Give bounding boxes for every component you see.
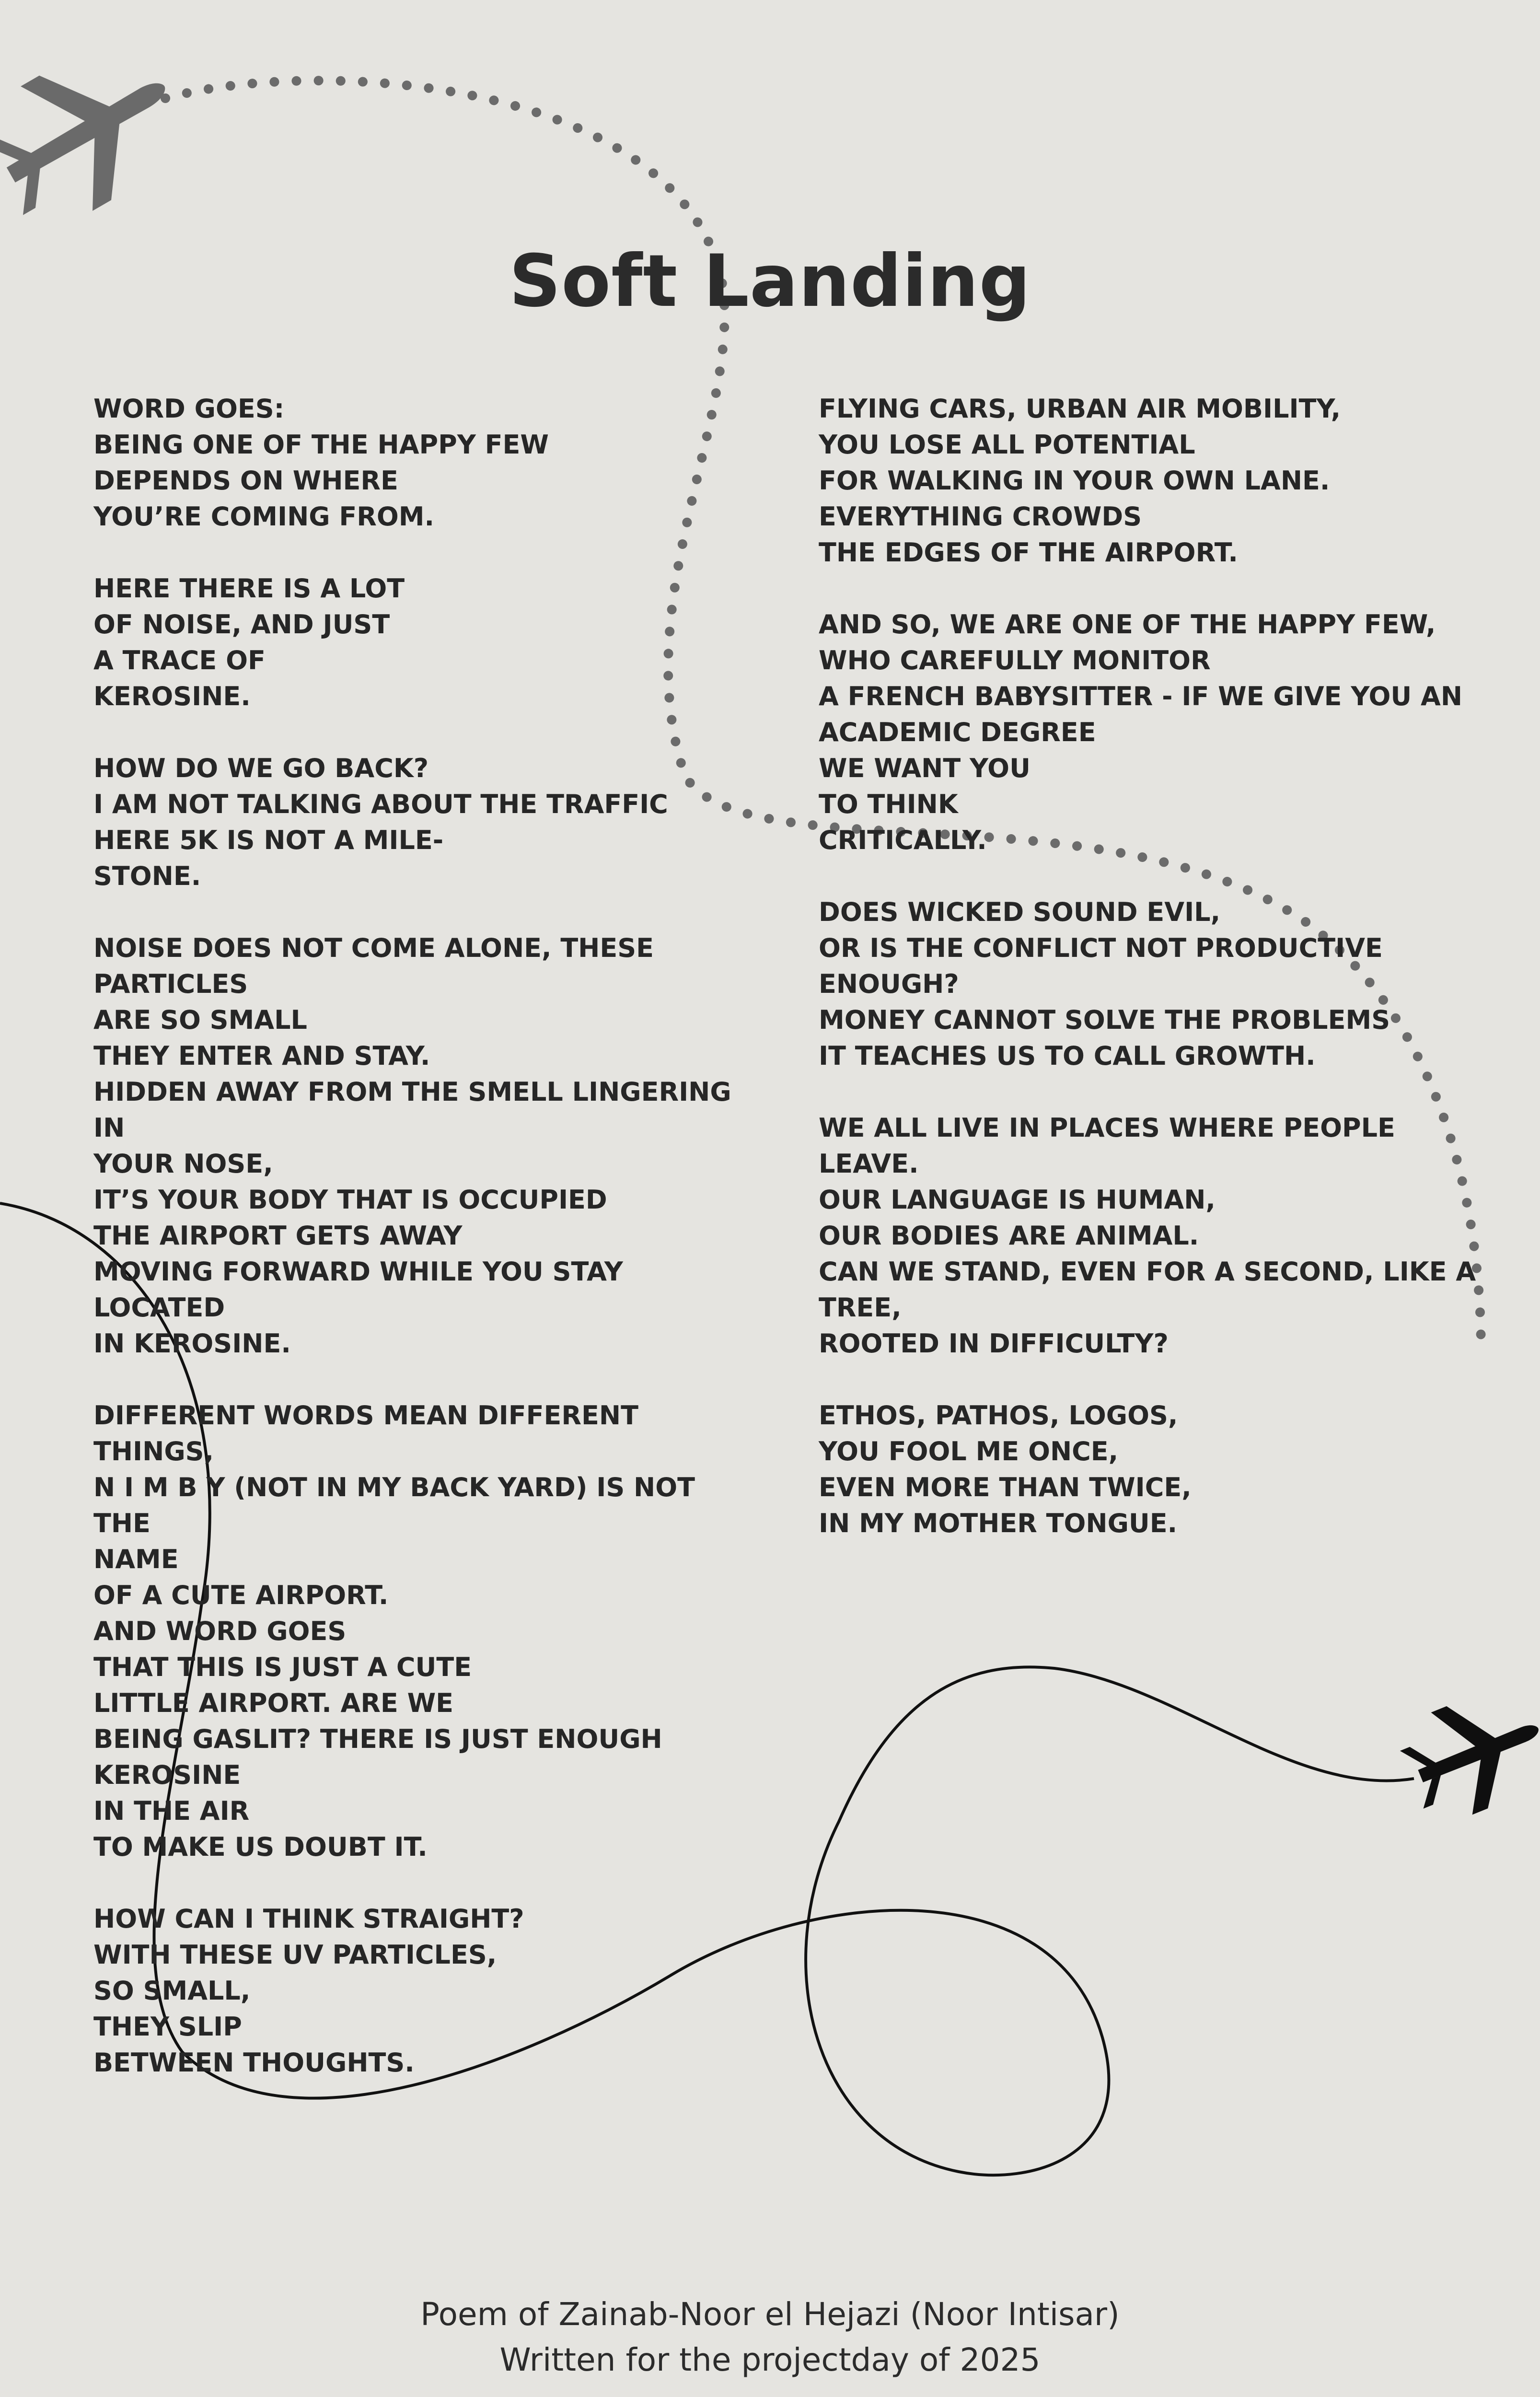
poem-line: WORD GOES: (93, 394, 285, 424)
poem-line: EVERYTHING CROWDS (819, 501, 1142, 532)
author-credit: Poem of Zainab-Noor el Hejazi (Noor Intisar) (420, 2296, 1120, 2333)
poem-line: TO THINK (819, 789, 958, 819)
poem-line: WITH THESE UV PARTICLES, (93, 1940, 497, 1970)
poem-line: THEY ENTER AND STAY. (93, 1041, 430, 1071)
poem-line: IN KEROSINE. (93, 1328, 291, 1359)
poem-line: KEROSINE. (93, 681, 251, 711)
poem-line: TO MAKE US DOUBT IT. (93, 1832, 428, 1862)
poem-line: FLYING CARS, URBAN AIR MOBILITY, (819, 394, 1341, 424)
poem-line: THE AIRPORT GETS AWAY (93, 1221, 463, 1251)
poem-line: IN MY MOTHER TONGUE. (819, 1508, 1178, 1538)
poem-line: I AM NOT TALKING ABOUT THE TRAFFIC (93, 789, 668, 819)
poem-line: CRITICALLY. (819, 825, 987, 855)
poem-line: CAN WE STAND, EVEN FOR A SECOND, LIKE A (819, 1257, 1476, 1287)
poem-line: NOISE DOES NOT COME ALONE, THESE PARTICLES (93, 933, 663, 999)
poem-line: BEING GASLIT? THERE IS JUST ENOUGH KEROSINE (93, 1724, 672, 1790)
poem-line: OF A CUTE AIRPORT. (93, 1580, 389, 1610)
poem-line: BETWEEN THOUGHTS. (93, 2048, 415, 2078)
poem-line: SO SMALL, (93, 1976, 251, 2006)
poem-line: N I M B Y (NOT IN MY BACK YARD) IS NOT THE (93, 1472, 704, 1538)
poem-line: WE ALL LIVE IN PLACES WHERE PEOPLE LEAVE. (819, 1113, 1404, 1179)
poem-line: MOVING FORWARD WHILE YOU STAY LOCATED (93, 1257, 632, 1323)
poem-line: IT’S YOUR BODY THAT IS OCCUPIED (93, 1185, 607, 1215)
poem-line: ETHOS, PATHOS, LOGOS, (819, 1400, 1178, 1431)
poem-line: ACADEMIC DEGREE (819, 717, 1096, 747)
poem-line: AND WORD GOES (93, 1616, 347, 1646)
poem-line: LITTLE AIRPORT. ARE WE (93, 1688, 454, 1718)
poem-line: NAME (93, 1544, 179, 1574)
poem-line: MONEY CANNOT SOLVE THE PROBLEMS (819, 1005, 1390, 1035)
poem-line: OF NOISE, AND JUST (93, 609, 390, 640)
poem-line: IN THE AIR (93, 1796, 250, 1826)
poem-line: HOW DO WE GO BACK? (93, 753, 429, 783)
poem-line: FOR WALKING IN YOUR OWN LANE. (819, 465, 1330, 496)
poem-line: HERE THERE IS A LOT (93, 573, 405, 604)
poem-line: STONE. (93, 861, 201, 891)
page-title: Soft Landing (509, 240, 1031, 323)
poem-line: THEY SLIP (93, 2012, 242, 2042)
poem-line: YOU LOSE ALL POTENTIAL (819, 430, 1195, 460)
poem-line: THAT THIS IS JUST A CUTE (93, 1652, 472, 1682)
poem-line: YOUR NOSE, (93, 1149, 273, 1179)
poem-line: BEING ONE OF THE HAPPY FEW (93, 430, 549, 460)
project-credit: Written for the projectday of 2025 (499, 2341, 1041, 2378)
poem-line: TREE, (819, 1292, 902, 1323)
poem-line: THE EDGES OF THE AIRPORT. (819, 537, 1238, 568)
poem-line: HOW CAN I THINK STRAIGHT? (93, 1904, 524, 1934)
poem-line: WHO CAREFULLY MONITOR (819, 645, 1211, 675)
poem-line: DEPENDS ON WHERE (93, 465, 398, 496)
poem-line: A FRENCH BABYSITTER - IF WE GIVE YOU AN (819, 681, 1463, 711)
poem-line: HERE 5K IS NOT A MILE- (93, 825, 444, 855)
poem-line: OUR BODIES ARE ANIMAL. (819, 1221, 1199, 1251)
poem-line: ROOTED IN DIFFICULTY? (819, 1328, 1169, 1359)
poem-line: A TRACE OF (93, 645, 266, 675)
poem-line: OR IS THE CONFLICT NOT PRODUCTIVE ENOUGH? (819, 933, 1392, 999)
poem-line: AND SO, WE ARE ONE OF THE HAPPY FEW, (819, 609, 1436, 640)
poem-line: YOU’RE COMING FROM. (93, 501, 435, 532)
poem-line: ARE SO SMALL (93, 1005, 307, 1035)
poem-line: DIFFERENT WORDS MEAN DIFFERENT THINGS, (93, 1400, 648, 1466)
poem-line: HIDDEN AWAY FROM THE SMELL LINGERING IN (93, 1077, 741, 1143)
poem-line: EVEN MORE THAN TWICE, (819, 1472, 1192, 1502)
poem-line: WE WANT YOU (819, 753, 1031, 783)
poem-line: YOU FOOL ME ONCE, (819, 1436, 1119, 1466)
poem-line: OUR LANGUAGE IS HUMAN, (819, 1185, 1216, 1215)
poem-line: DOES WICKED SOUND EVIL, (819, 897, 1221, 927)
poem-line: IT TEACHES US TO CALL GROWTH. (819, 1041, 1316, 1071)
